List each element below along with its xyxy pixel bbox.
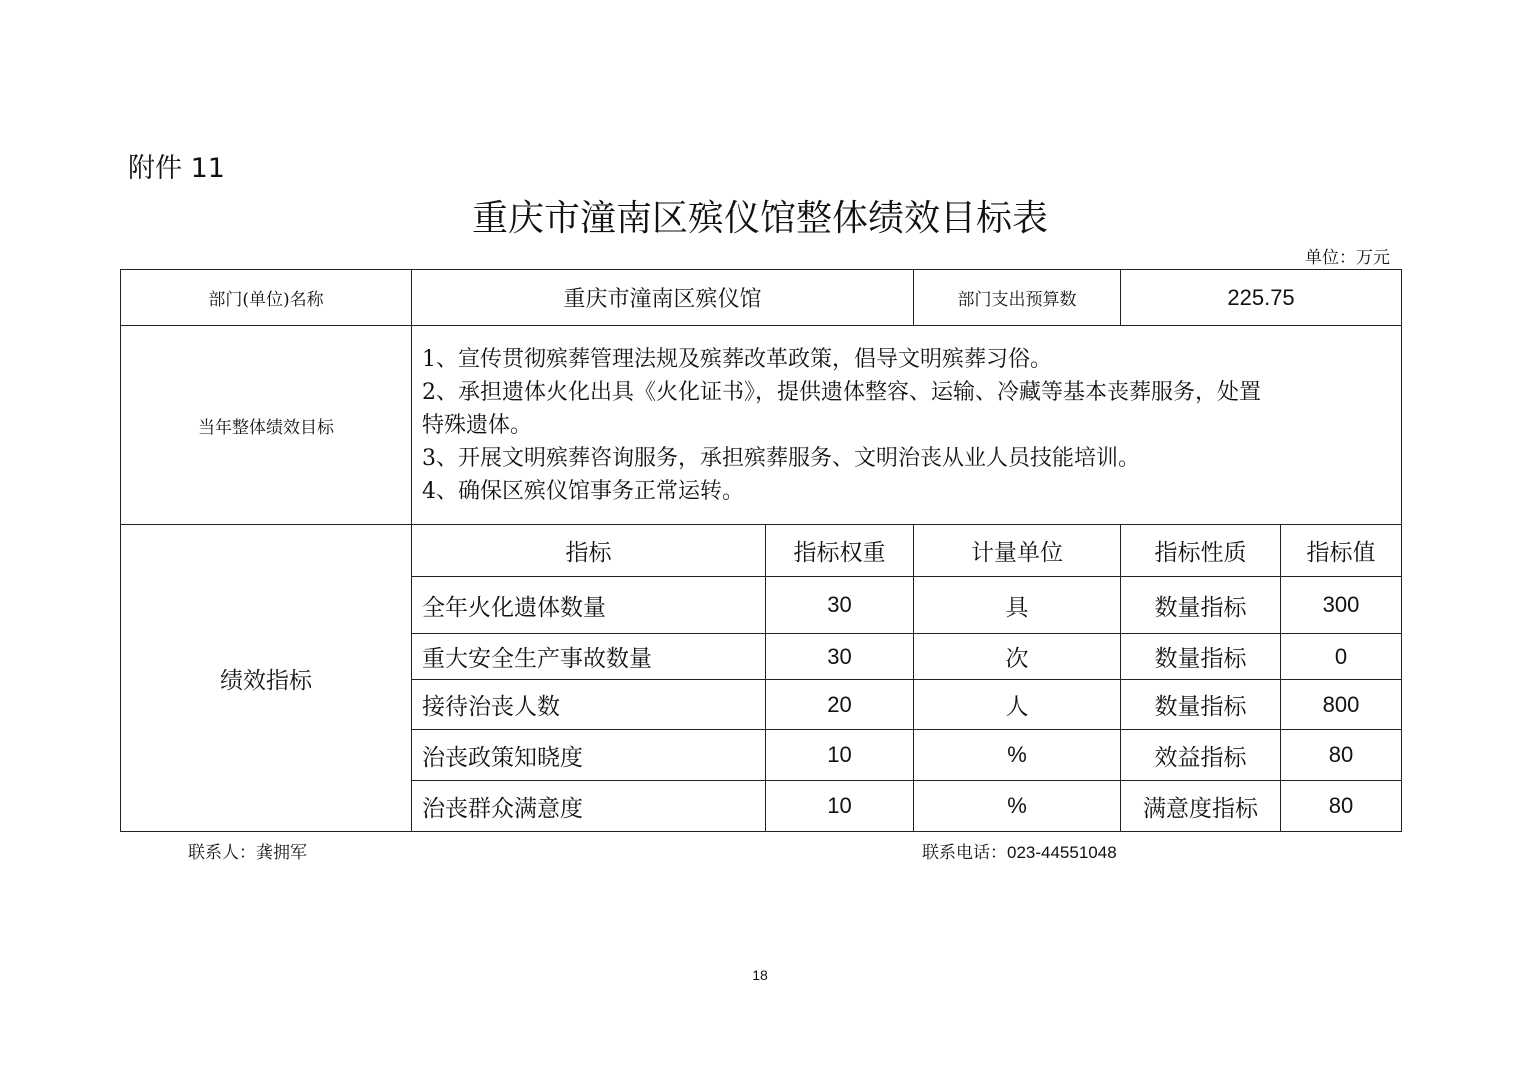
indicator-nature: 数量指标 bbox=[1121, 634, 1281, 680]
indicator-unit: % bbox=[914, 781, 1121, 832]
contact-person bbox=[188, 838, 307, 863]
indicator-name: 治丧政策知晓度 bbox=[412, 730, 766, 781]
contact-phone bbox=[922, 838, 1117, 863]
indicator-unit: % bbox=[914, 730, 1121, 781]
indicator-nature: 数量指标 bbox=[1121, 577, 1281, 634]
indicator-value: 300 bbox=[1281, 577, 1402, 634]
performance-table bbox=[120, 269, 1402, 832]
budget-value: 225.75 bbox=[1121, 270, 1402, 326]
indicator-unit: 人 bbox=[914, 680, 1121, 730]
goal-line: 3、开展文明殡葬咨询服务，承担殡葬服务、文明治丧从业人员技能培训。 bbox=[422, 445, 1140, 471]
goal-line: 特殊遗体。 bbox=[422, 412, 533, 438]
indicator-name: 全年火化遗体数量 bbox=[412, 577, 766, 634]
page-title: 重庆市潼南区殡仪馆整体绩效目标表 bbox=[471, 198, 1048, 239]
indicator-value: 0 bbox=[1281, 634, 1402, 680]
indicator-weight: 10 bbox=[766, 730, 914, 781]
indicator-name: 治丧群众满意度 bbox=[412, 781, 766, 832]
page-number: 18 bbox=[752, 967, 768, 983]
indicator-header-row bbox=[121, 525, 1402, 577]
header-row bbox=[121, 270, 1402, 326]
indicator-name: 重大安全生产事故数量 bbox=[412, 634, 766, 680]
unit-label: 单位：万元 bbox=[1305, 248, 1390, 268]
indicators-label: 绩效指标 bbox=[121, 525, 412, 832]
indicator-nature: 数量指标 bbox=[1121, 680, 1281, 730]
contact-person-name: 龚拥军 bbox=[256, 843, 307, 863]
goal-line: 1、宣传贯彻殡葬管理法规及殡葬改革政策，倡导文明殡葬习俗。 bbox=[422, 346, 1052, 372]
contact-phone-label: 联系电话： bbox=[922, 843, 1007, 863]
indicator-weight: 30 bbox=[766, 577, 914, 634]
indicator-value: 80 bbox=[1281, 730, 1402, 781]
indicator-name: 接待治丧人数 bbox=[412, 680, 766, 730]
column-header-unit: 计量单位 bbox=[914, 525, 1121, 577]
dept-name-value: 重庆市潼南区殡仪馆 bbox=[412, 270, 914, 326]
indicator-unit: 具 bbox=[914, 577, 1121, 634]
column-header-nature: 指标性质 bbox=[1121, 525, 1281, 577]
indicator-weight: 30 bbox=[766, 634, 914, 680]
goal-line: 2、承担遗体火化出具《火化证书》，提供遗体整容、运输、冷藏等基本丧葬服务，处置 bbox=[422, 379, 1261, 405]
indicator-nature: 效益指标 bbox=[1121, 730, 1281, 781]
contact-phone-number: 023-44551048 bbox=[1007, 843, 1117, 862]
indicator-unit: 次 bbox=[914, 634, 1121, 680]
column-header-value: 指标值 bbox=[1281, 525, 1402, 577]
goals-label: 当年整体绩效目标 bbox=[121, 326, 412, 525]
indicator-value: 80 bbox=[1281, 781, 1402, 832]
column-header-weight: 指标权重 bbox=[766, 525, 914, 577]
budget-label: 部门支出预算数 bbox=[914, 270, 1121, 326]
goals-row bbox=[121, 326, 1402, 525]
indicator-weight: 10 bbox=[766, 781, 914, 832]
indicator-weight: 20 bbox=[766, 680, 914, 730]
contact-person-label: 联系人： bbox=[188, 843, 256, 863]
indicator-nature: 满意度指标 bbox=[1121, 781, 1281, 832]
indicator-value: 800 bbox=[1281, 680, 1402, 730]
attachment-label: 附件 11 bbox=[128, 153, 225, 184]
dept-name-label: 部门(单位)名称 bbox=[121, 270, 412, 326]
column-header-indicator: 指标 bbox=[412, 525, 766, 577]
goal-line: 4、确保区殡仪馆事务正常运转。 bbox=[422, 478, 744, 504]
goals-text bbox=[412, 326, 1402, 525]
